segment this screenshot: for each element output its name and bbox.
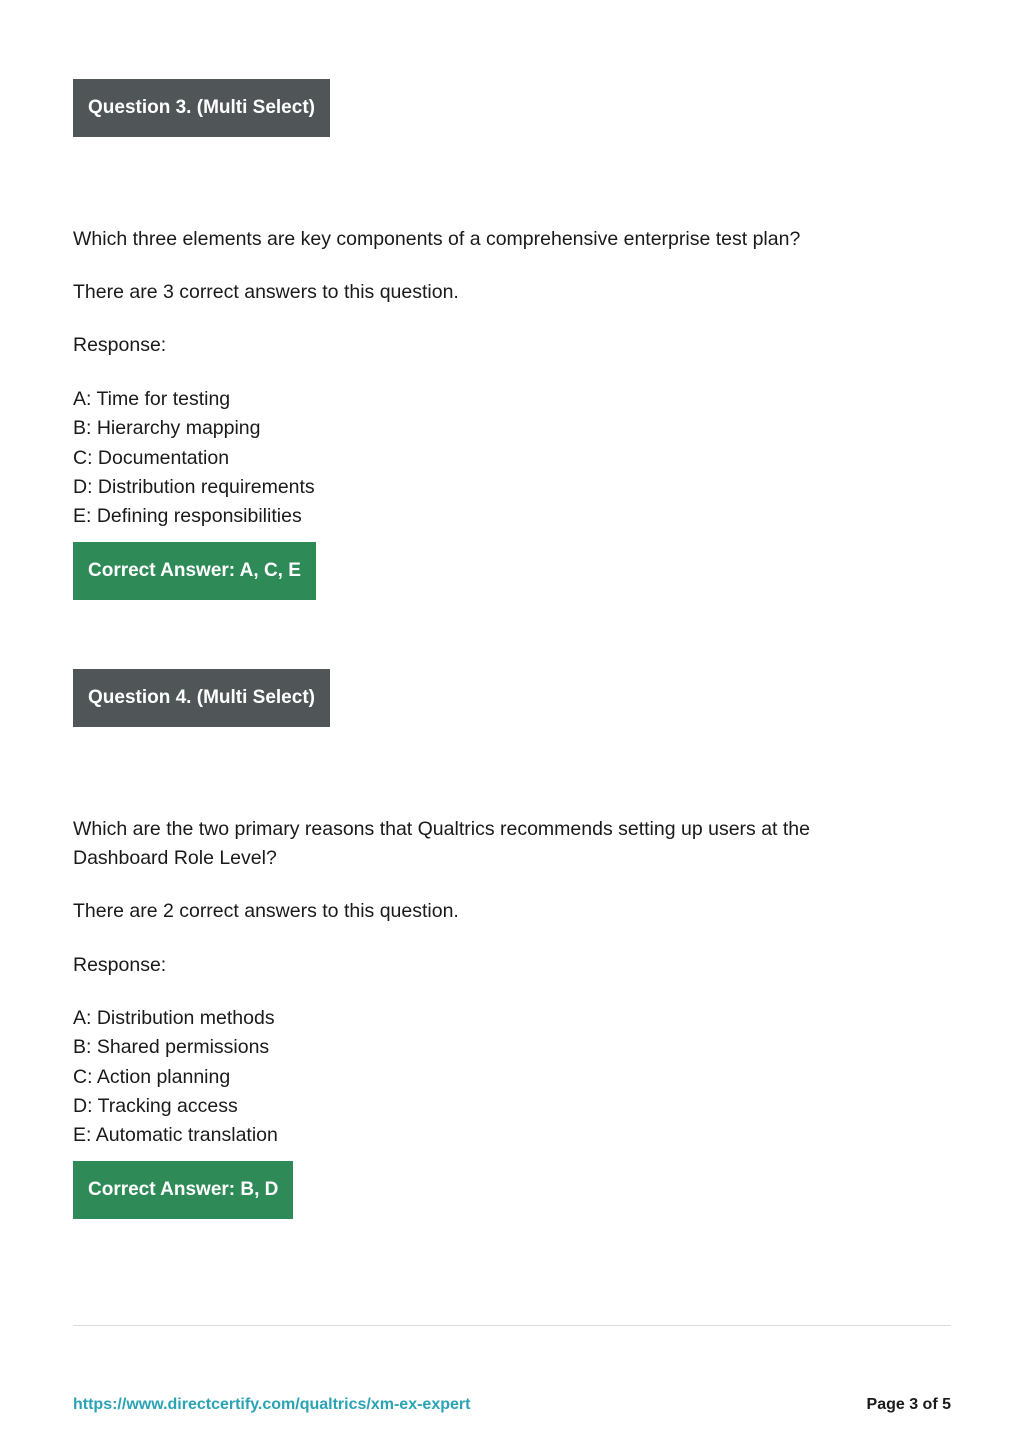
option-d: D: Tracking access	[73, 1094, 238, 1117]
question-4-options	[73, 1004, 278, 1150]
option-c: C: Action planning	[73, 1065, 231, 1088]
question-4-prompt-line-1: Which are the two primary reasons that Qualtrics recommends setting up users at the	[73, 818, 810, 840]
footer-divider	[73, 1325, 951, 1326]
question-3-prompt: Which three elements are key components of a comprehensive enterprise test plan?	[73, 228, 801, 250]
question-4-instruction: There are 2 correct answers to this question.	[73, 900, 459, 922]
option-a: A: Time for testing	[73, 388, 231, 410]
question-4-response-label: Response:	[73, 954, 167, 976]
question-4-correct-answer: Correct Answer: B, D	[73, 1161, 293, 1219]
question-3-heading: Question 3. (Multi Select)	[73, 79, 330, 137]
option-e: E: Automatic translation	[73, 1124, 278, 1147]
question-3-response-label: Response:	[73, 334, 167, 356]
option-a: A: Distribution methods	[73, 1007, 275, 1029]
option-c: C: Documentation	[73, 446, 230, 469]
question-4-heading: Question 4. (Multi Select)	[73, 669, 330, 727]
question-3-instruction: There are 3 correct answers to this question.	[73, 281, 459, 303]
page-number: Page 3 of 5	[866, 1396, 951, 1413]
option-e: E: Defining responsibilities	[73, 505, 302, 528]
footer-url-link[interactable]: https://www.directcertify.com/qualtrics/xm-ex-expert	[73, 1396, 471, 1413]
question-3-correct-answer: Correct Answer: A, C, E	[73, 542, 316, 600]
question-3-options	[73, 385, 315, 531]
question-4-prompt-line-2: Dashboard Role Level?	[73, 847, 277, 869]
option-d: D: Distribution requirements	[73, 475, 315, 498]
option-b: B: Hierarchy mapping	[73, 417, 261, 440]
option-b: B: Shared permissions	[73, 1036, 270, 1059]
